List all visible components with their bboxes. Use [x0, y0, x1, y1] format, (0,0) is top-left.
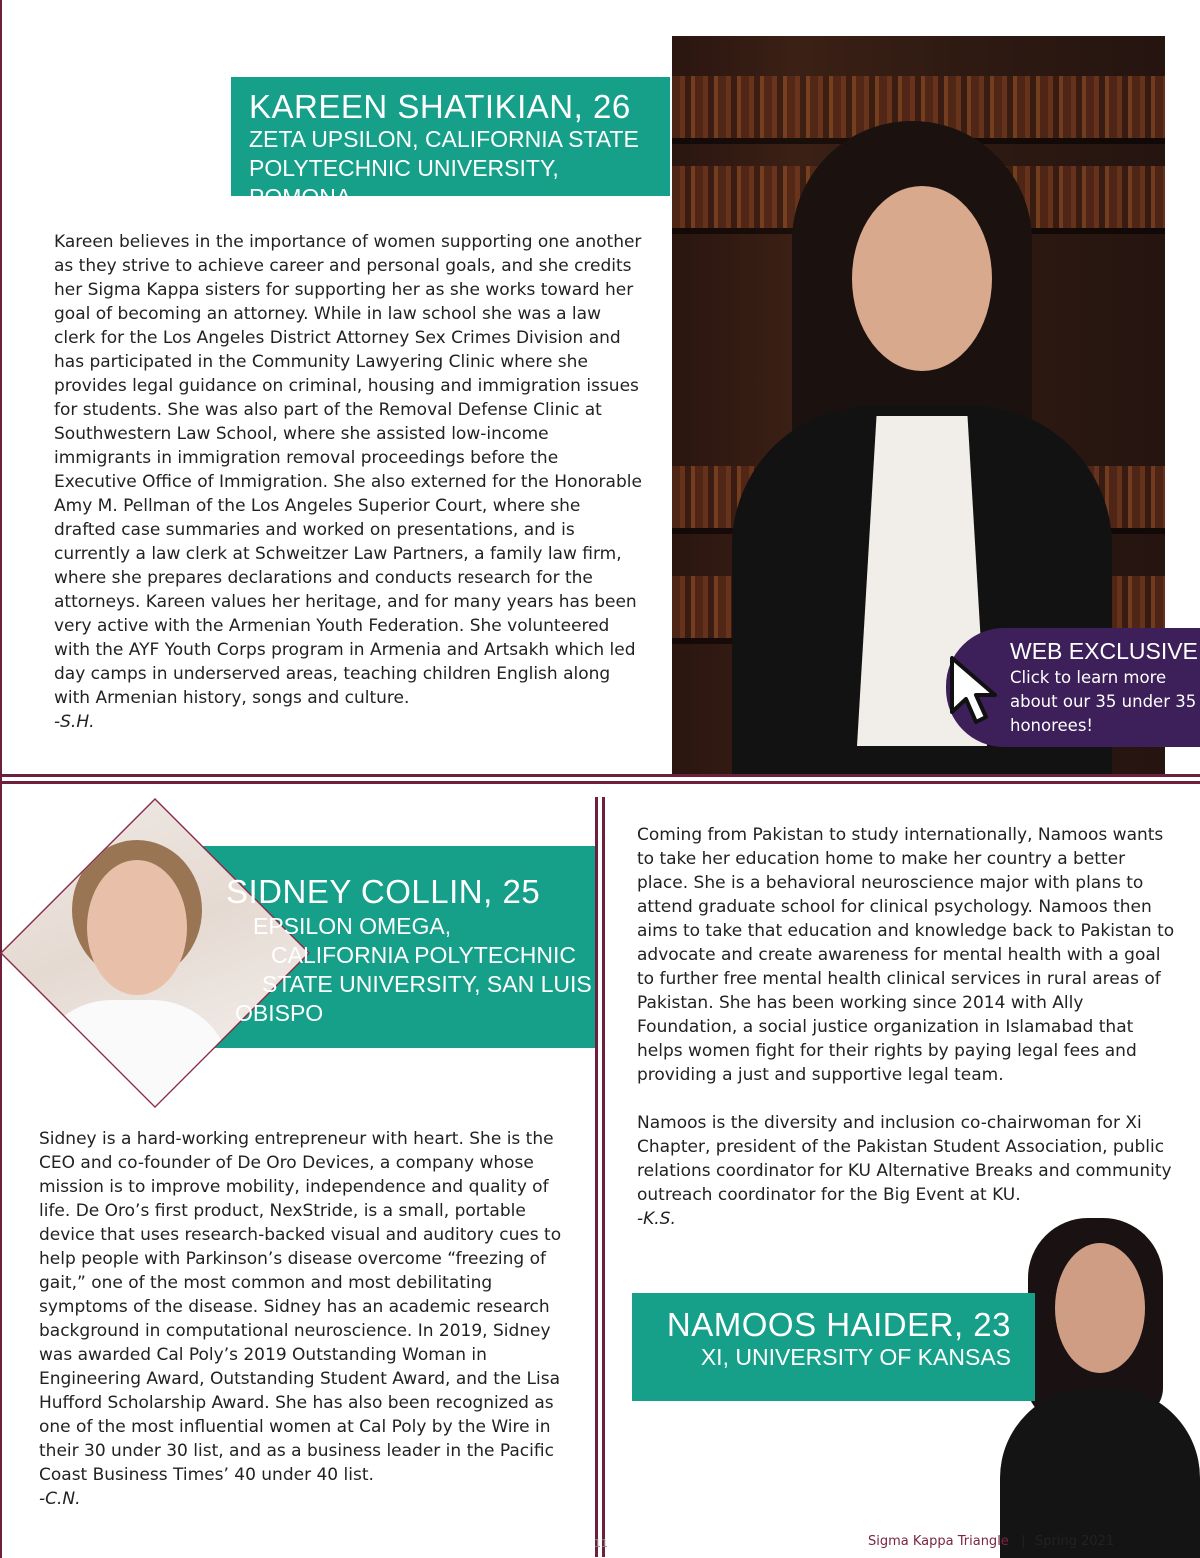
cursor-arrow-icon — [948, 654, 1008, 726]
kareen-name: KAREEN SHATIKIAN, 26 — [249, 88, 631, 125]
namoos-affiliation: XI, UNIVERSITY OF KANSAS — [700, 1344, 1011, 1370]
portrait-face — [1055, 1243, 1145, 1373]
sidney-signature: -C.N. — [39, 1489, 81, 1509]
namoos-name: NAMOOS HAIDER, 23 — [666, 1306, 1011, 1343]
sidney-photo-frame — [0, 798, 310, 1108]
namoos-title-box — [632, 1293, 1035, 1401]
sidney-affiliation-line2: CALIFORNIA POLYTECHNIC — [271, 942, 577, 968]
footer-separator: | — [1021, 1534, 1026, 1549]
web-exclusive-text: Click to learn more about our 35 under 35 honorees! — [1010, 668, 1197, 735]
sidney-affiliation-line3: STATE UNIVERSITY, SAN LUIS — [262, 971, 592, 997]
section-divider — [0, 774, 1200, 777]
left-edge-rule — [0, 0, 2, 1558]
page-number: 11 — [594, 1537, 608, 1550]
column-divider — [595, 797, 598, 1557]
namoos-signature: -K.S. — [637, 1209, 676, 1229]
sidney-affiliation-line4: OBISPO — [235, 1000, 324, 1026]
portrait-face — [852, 186, 992, 371]
kareen-affiliation-line1: ZETA UPSILON, CALIFORNIA STATE — [249, 126, 639, 152]
column-divider — [602, 797, 605, 1557]
sidney-bio: Sidney is a hard-working entrepreneur with heart. She is the CEO and co-founder of De Oro Devices, a company whose mission is to improve mobility, independence and quality of life. De Oro’s first product, NexStride, is a small, portable device that uses research-backed visual and auditory cues to help people with Parkinson’s disease overcome “freezing of gait,” one of the most common and most debilitating symptoms of the disease. Sidney has an academic research background in computational neuroscience. In 2019, Sidney was awarded Cal Poly’s 2019 Outstanding Woman in Engineering Award, Outstanding Student Award, and the Lisa Hufford Scholarship Award. She has also been recognized as one of the most influential women at Cal Poly by the Wire in their 30 under 30 list, and as a business leader in the Pacific Coast Business Times’ 40 under 40 list. — [39, 1129, 562, 1485]
web-exclusive-button[interactable] — [946, 628, 1200, 747]
namoos-bio-paragraph-2: Namoos is the diversity and inclusion co-chairwoman for Xi Chapter, president of the Pakistan Student Association, public relations coordinator for KU Alternative Breaks and community outreach coordinator for the Big Event at KU. — [637, 1113, 1172, 1205]
kareen-affiliation-line2: POLYTECHNIC UNIVERSITY, POMONA — [249, 155, 559, 210]
kareen-bio-block — [54, 230, 644, 734]
footer-publication: Sigma Kappa Triangle — [868, 1534, 1009, 1549]
portrait-body — [32, 1000, 232, 1106]
sidney-affiliation-line1: EPSILON OMEGA, — [253, 913, 452, 939]
portrait-face — [87, 860, 187, 995]
footer-issue: Spring 2021 — [1035, 1534, 1115, 1549]
sidney-name: SIDNEY COLLIN, 25 — [226, 873, 541, 910]
kareen-title-box — [231, 77, 670, 210]
namoos-bio-block — [637, 823, 1177, 1231]
section-divider — [0, 781, 1200, 784]
namoos-bio-paragraph-1: Coming from Pakistan to study internationally, Namoos wants to take her education home to make her country a better place. She is a behavioral neuroscience major with plans to attend graduate school for clinical psychology. Namoos then aims to take that education and knowledge back to Pakistan to advocate and create awareness for mental health with a goal to further free mental health clinical services in rural areas of Pakistan. She has been working since 2014 with Ally Foundation, a social justice organization in Islamabad that helps women fight for their rights by paying legal fees and providing a just and supportive legal team. — [637, 825, 1175, 1085]
kareen-signature: -S.H. — [54, 712, 95, 732]
web-exclusive-title: WEB EXCLUSIVE — [1010, 638, 1198, 664]
kareen-bio: Kareen believes in the importance of women supporting one another as they strive to achieve career and personal goals, and she credits her Sigma Kappa sisters for supporting her as she works toward her goal of becoming an attorney. While in law school she was a law clerk for the Los Angeles District Attorney Sex Crimes Division and has participated in the Community Lawyering Clinic where she provides legal guidance on criminal, housing and immigration issues for students. She was also part of the Removal Defense Clinic at Southwestern Law School, where she assisted low-income immigrants in immigration removal proceedings before the Executive Office of Immigration. She also externed for the Honorable Amy M. Pellman of the Los Angeles Superior Court, where she drafted case summaries and worked on presentations, and is currently a law clerk at Schweitzer Law Partners, a family law firm, where she prepares declarations and conducts research for the attorneys. Kareen values her heritage, and for many years has been very active with the Armenian Youth Federation. She volunteered with the AYF Youth Corps program in Armenia and Artsakh which led day camps in underserved areas, teaching children English along with Armenian history, songs and culture. — [54, 232, 642, 708]
sidney-bio-block — [39, 1127, 584, 1511]
